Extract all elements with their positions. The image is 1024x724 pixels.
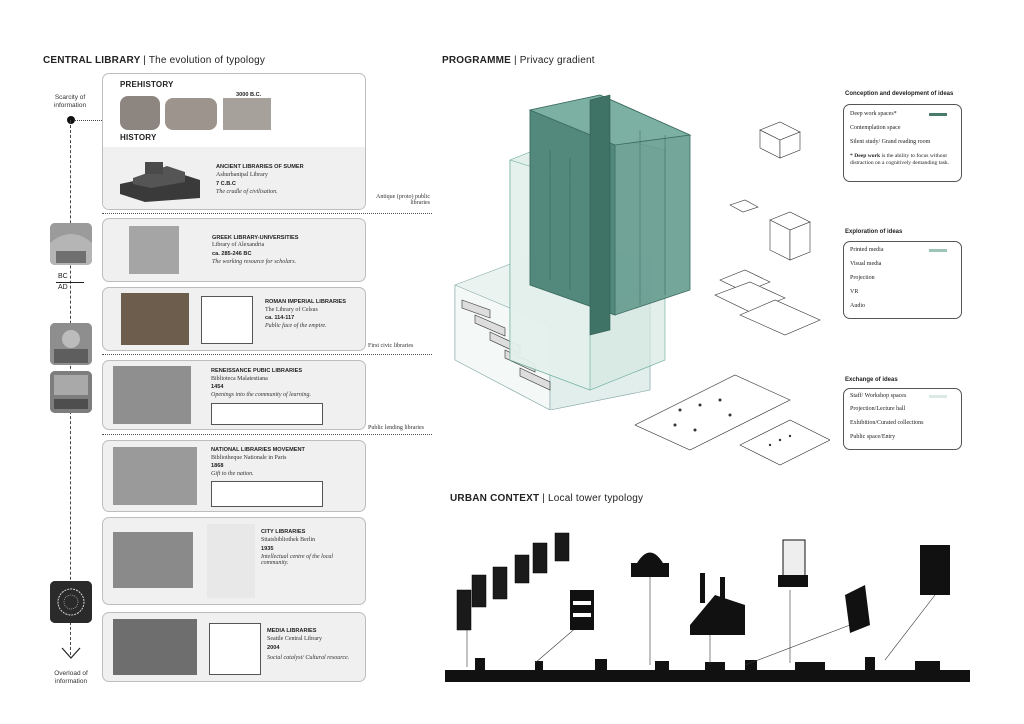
card-name: Library of Alexandria xyxy=(212,242,265,248)
card-name: Sttatsbibliothek Berlin xyxy=(261,537,316,543)
card-year: ca. 285-246 BC xyxy=(212,251,252,257)
exploration-item: Projection xyxy=(850,275,875,281)
deep-work-swatch xyxy=(929,113,947,116)
card-name: Bibliotheque Nationale in Paris xyxy=(211,455,287,461)
conception-title: Conception and development of ideas xyxy=(845,91,954,97)
card-desc: The cradle of civilisation. xyxy=(216,189,278,195)
card-year: 1935 xyxy=(261,546,274,552)
school-of-athens-thumbnail xyxy=(50,223,92,265)
timeline-top-label: Scarcity of information xyxy=(53,94,87,109)
card-desc: Gift to the nation. xyxy=(211,471,254,477)
card-year: 7 C.B.C xyxy=(216,181,236,187)
card-media xyxy=(102,612,366,682)
bc-label: BC xyxy=(58,273,68,280)
deep-work-note xyxy=(850,153,956,167)
conception-item: Contemplation space xyxy=(850,125,901,131)
card-title: CITY LIBRARIES xyxy=(261,529,306,535)
network-globe-thumbnail xyxy=(50,581,92,623)
heading-title: URBAN CONTEXT xyxy=(450,493,540,504)
heading-subtitle: The evolution of typology xyxy=(148,55,266,66)
card-national xyxy=(102,440,366,512)
timeline-bottom-label: Overload of information xyxy=(54,670,88,685)
note-bold: * Deep work xyxy=(850,153,881,159)
malatestiana-plan-image xyxy=(211,403,323,425)
heading-title: PROGRAMME xyxy=(442,55,512,66)
chevron-down-icon xyxy=(60,646,82,660)
card-title: GREEK LIBRARY-UNIVERSITIES xyxy=(212,235,299,241)
card-greek xyxy=(102,218,366,282)
card-renaissance xyxy=(102,360,366,430)
exploration-item: Printed media xyxy=(850,247,884,253)
card-name: The Library of Celsus xyxy=(265,307,318,313)
card-title: NATIONAL LIBRARIES MOVEMENT xyxy=(211,447,305,453)
prehistory-year: 3000 B.C. xyxy=(236,92,262,98)
exchange-item: Staff/ Workshop spaces xyxy=(850,393,907,399)
ad-label: AD xyxy=(58,284,68,291)
clay-tablet-image-3 xyxy=(223,98,271,130)
seattle-library-image xyxy=(113,619,197,675)
heading-subtitle: Privacy gradient xyxy=(519,55,595,66)
era-antique-label: Antique (proto) public libraries xyxy=(376,194,430,206)
bibliotheque-nationale-image xyxy=(113,447,197,505)
skyline-diagram xyxy=(445,525,970,685)
urban-context-heading: URBAN CONTEXT | Local tower typology xyxy=(450,493,644,504)
exchange-item: Projection/Lecture hall xyxy=(850,406,906,412)
prehistory-label: PREHISTORY xyxy=(120,80,174,89)
card-title: RENEISSANCE PUBIC LIBRARIES xyxy=(211,368,303,374)
clay-tablet-image-1 xyxy=(120,96,160,130)
card-title: ROMAN IMPERIAL LIBRARIES xyxy=(265,299,347,305)
era-divider xyxy=(102,213,432,214)
seattle-plan-image xyxy=(209,623,261,675)
exploration-item: Audio xyxy=(850,303,865,309)
staff-swatch xyxy=(929,395,947,398)
timeline-connector xyxy=(74,120,102,121)
card-title: ANCIENT LIBRARIES OF SUMER xyxy=(216,164,304,170)
clay-tablet-image-2 xyxy=(165,98,217,130)
card-desc: Openings into the community of learning. xyxy=(211,392,311,398)
era-divider xyxy=(102,354,432,355)
alexandria-image xyxy=(129,226,179,274)
note-text: is the ability to focus without distraction on a cognitively demanding task. xyxy=(850,153,950,166)
card-desc: Public face of the empire. xyxy=(265,323,327,329)
reading-room-thumbnail xyxy=(50,371,92,413)
renaissance-scene-thumbnail xyxy=(50,323,92,365)
exchange-item: Public space/Entry xyxy=(850,434,896,440)
programme-heading: PROGRAMME | Privacy gradient xyxy=(442,55,595,66)
card-desc: Social catalyst/ Cultural resource. xyxy=(267,655,350,661)
heading-subtitle: Local tower typology xyxy=(548,493,644,504)
exploration-item: VR xyxy=(850,289,859,295)
exploration-item: Visual media xyxy=(850,261,882,267)
exploration-title: Exploration of ideas xyxy=(845,229,903,235)
staatsbibliothek-image xyxy=(113,532,193,588)
card-year: 1454 xyxy=(211,384,224,390)
card-desc: The working resource for scholars. xyxy=(212,259,297,265)
card-roman xyxy=(102,287,366,351)
programme-spaces-diagram xyxy=(630,110,830,480)
exploration-box xyxy=(843,241,962,319)
staatsbibliothek-plan-image xyxy=(207,524,255,598)
card-title: MEDIA LIBRARIES xyxy=(267,628,317,634)
celsus-image xyxy=(121,293,189,345)
conception-box xyxy=(843,104,962,182)
card-year: 2004 xyxy=(267,645,280,651)
malatestiana-image xyxy=(113,366,191,424)
card-year: 1868 xyxy=(211,463,224,469)
card-desc: Intellectual centre of the local community. xyxy=(261,554,334,566)
card-name: Seattle Central Library xyxy=(267,636,322,642)
exchange-title: Exchange of ideas xyxy=(845,377,898,383)
bc-ad-divider xyxy=(56,282,84,283)
era-lending-label: Public lending libraries xyxy=(368,425,424,431)
card-city xyxy=(102,517,366,605)
exchange-item: Exhibition/Curated collections xyxy=(850,420,924,426)
celsus-plan-image xyxy=(201,296,253,344)
card-name: Biblioteca Malatestiana xyxy=(211,376,268,382)
conception-item: Deep work spaces* xyxy=(850,111,897,117)
central-library-heading: CENTRAL LIBRARY | The evolution of typology xyxy=(43,55,266,66)
conception-item: Silent study/ Grand reading room xyxy=(850,139,931,145)
bibliotheque-plan-image xyxy=(211,481,323,507)
era-civic-label: First civic libraries xyxy=(368,343,414,349)
ziggurat-model-image xyxy=(115,154,205,204)
exchange-box xyxy=(843,388,962,450)
heading-title: CENTRAL LIBRARY xyxy=(43,55,141,66)
card-name: Ashurbanipal Library xyxy=(216,172,268,178)
card-prehistory-sumer xyxy=(102,73,366,210)
era-divider xyxy=(102,434,432,435)
card-year: ca. 114-117 xyxy=(265,315,295,321)
history-label: HISTORY xyxy=(120,133,157,142)
printed-media-swatch xyxy=(929,249,947,252)
